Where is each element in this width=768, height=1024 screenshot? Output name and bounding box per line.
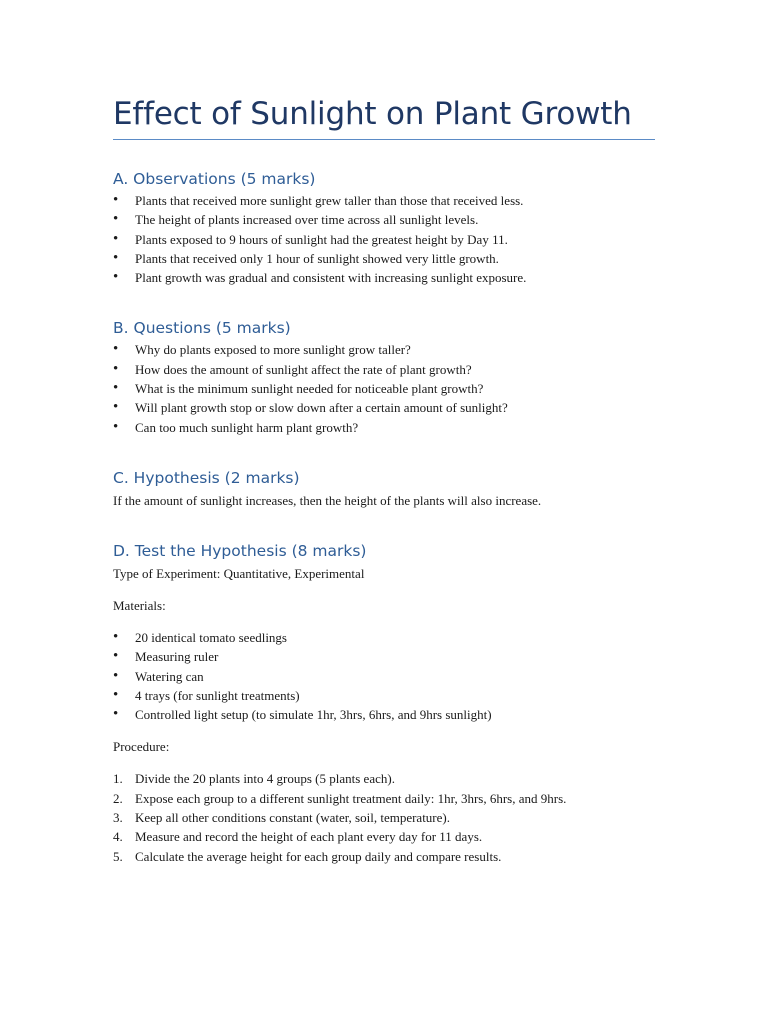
hypothesis-section xyxy=(113,467,655,510)
observation-item: • Plants exposed to 9 hours of sunlight had the greatest height by Day 11. xyxy=(113,230,655,249)
procedure-step xyxy=(113,808,655,827)
step-text: Measure and record the height of each plant every day for 11 days. xyxy=(135,829,483,845)
step-text: Calculate the average height for each group daily and compare results. xyxy=(135,848,502,864)
observations-list xyxy=(113,191,655,287)
step-text: Expose each group to a different sunlight treatment daily: 1hr, 3hrs, 6hrs, and 9hrs. xyxy=(135,790,567,806)
observation-item: • Plant growth was gradual and consistent with increasing sunlight exposure. xyxy=(113,268,655,287)
document-body xyxy=(113,92,655,866)
material-item: • 20 identical tomato seedlings xyxy=(113,628,655,647)
procedure-step xyxy=(113,769,655,788)
hypothesis-text: If the amount of sunlight increases, then the height of the plants will also increase. xyxy=(113,492,542,508)
step-text: Divide the 20 plants into 4 groups (5 plants each). xyxy=(135,771,395,787)
document-title: Effect of Sunlight on Plant Growth xyxy=(113,96,632,132)
test-section xyxy=(113,540,655,866)
step-text: Keep all other conditions constant (water, soil, temperature). xyxy=(135,810,450,826)
procedure-list xyxy=(113,769,655,865)
step-number: 5. xyxy=(113,848,123,864)
hypothesis-heading: C. Hypothesis (2 marks) xyxy=(113,468,300,487)
material-item: • 4 trays (for sunlight treatments) xyxy=(113,686,655,705)
observation-item: • Plants that received more sunlight grew taller than those that received less. xyxy=(113,191,655,210)
observation-item: • The height of plants increased over time across all sunlight levels. xyxy=(113,210,655,229)
step-number: 3. xyxy=(113,810,123,826)
question-item: • Can too much sunlight harm plant growth? xyxy=(113,418,655,437)
step-number: 1. xyxy=(113,771,123,787)
material-item: • Controlled light setup (to simulate 1hr, 3hrs, 6hrs, and 9hrs sunlight) xyxy=(113,705,655,724)
question-item: • Will plant growth stop or slow down after a certain amount of sunlight? xyxy=(113,398,655,417)
questions-list xyxy=(113,340,655,436)
questions-heading: B. Questions (5 marks) xyxy=(113,319,291,338)
material-item: • Measuring ruler xyxy=(113,647,655,666)
observations-section xyxy=(113,168,655,287)
observation-item: • Plants that received only 1 hour of sunlight showed very little growth. xyxy=(113,249,655,268)
test-heading: D. Test the Hypothesis (8 marks) xyxy=(113,541,367,560)
procedure-step xyxy=(113,827,655,846)
step-number: 4. xyxy=(113,829,123,845)
step-number: 2. xyxy=(113,790,123,806)
procedure-step xyxy=(113,847,655,866)
materials-label: Materials: xyxy=(113,597,166,613)
experiment-type: Type of Experiment: Quantitative, Experimental xyxy=(113,565,365,581)
observations-heading: A. Observations (5 marks) xyxy=(113,170,316,188)
title-underline xyxy=(113,139,655,140)
procedure-label: Procedure: xyxy=(113,739,170,755)
material-item: • Watering can xyxy=(113,667,655,686)
question-item: • How does the amount of sunlight affect the rate of plant growth? xyxy=(113,360,655,379)
question-item: • What is the minimum sunlight needed for noticeable plant growth? xyxy=(113,379,655,398)
question-item: • Why do plants exposed to more sunlight grow taller? xyxy=(113,340,655,359)
questions-section xyxy=(113,317,655,436)
procedure-step xyxy=(113,789,655,808)
materials-list xyxy=(113,628,655,724)
